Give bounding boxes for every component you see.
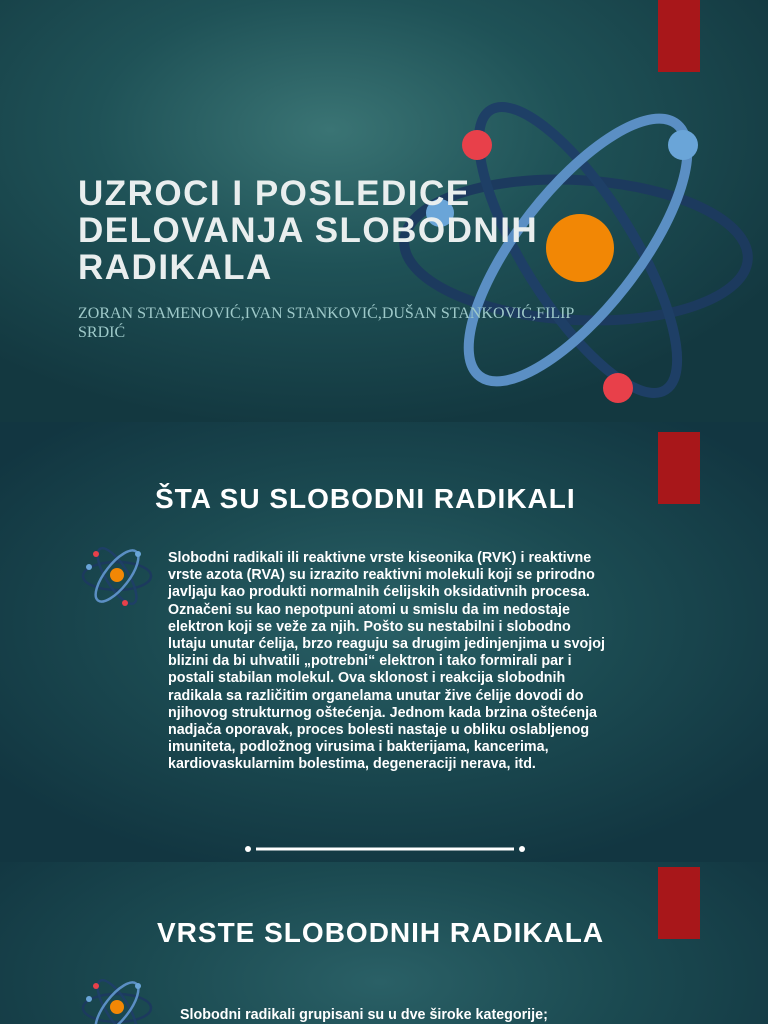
red-accent-bar <box>658 432 700 504</box>
atom-icon <box>80 972 154 1024</box>
slide-heading: VRSTE SLOBODNIH RADIKALA <box>157 917 605 948</box>
red-accent-bar <box>658 0 700 72</box>
section-divider <box>244 845 526 853</box>
presentation-title: UZROCI I POSLEDICE DELOVANJA SLOBODNIH RADIKALA <box>78 174 539 287</box>
author-list: ZORAN STAMENOVIĆ,IVAN STANKOVIĆ,DUŠAN STANKOVIĆ,FILIP SRDIĆ <box>78 305 574 341</box>
title-slide <box>0 0 768 422</box>
red-accent-bar <box>658 867 700 939</box>
definition-text: Slobodni radikali ili reaktivne vrste kiseonika (RVK) i reaktivne vrste azota (RVA) su izrazito reaktivni molekuli koji se prirodno javljaju kao produkti normalnih ćelijskih oksidativnih procesa. Označeni su kao nepotpuni atomi u smislu da im nedostaje elektron koji se veže za njih. Pošto su nestabilni i slobodno lutaju unutar ćelija, brzo reaguju sa drugim jedinjenjima u svojoj blizini da bi uhvatili „potrebni“ elektron i tako formirali par i postali stabilan molekul. Ova sklonost i reakcija slobodnih radikala sa različitim organelama unutar žive ćelije dovodi do njihovog strukturnog oštećenja. Jednom kada brzina oštećenja nadjača oporavak, proces bolesti nastaje u obliku oslabljenog imuniteta, podložnog virusima i bakterijama, kancerima, kardiovaskularnim bolestima, degeneraciji nerava, itd. <box>168 550 605 773</box>
slide-heading: ŠTA SU SLOBODNI RADIKALI <box>155 483 576 514</box>
types-intro-text: Slobodni radikali grupisani su u dve široke kategorije; <box>180 1007 548 1023</box>
definition-slide <box>0 422 768 862</box>
atom-icon <box>80 540 154 610</box>
types-slide <box>0 862 768 1024</box>
